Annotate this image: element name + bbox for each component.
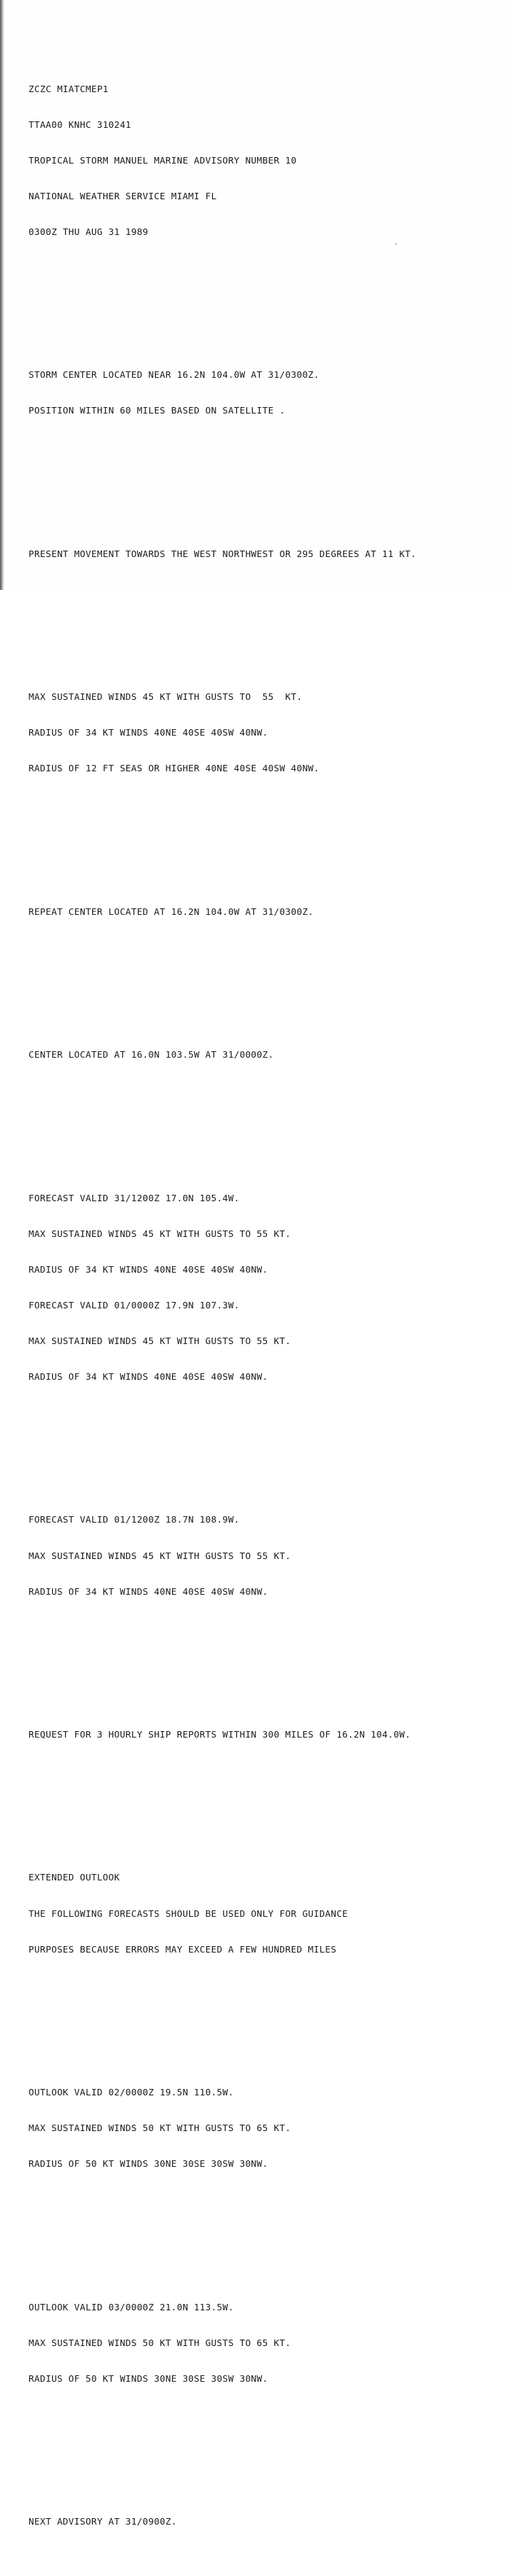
forecast-valid-line: FORECAST VALID 01/1200Z 18.7N 108.9W. [29, 1514, 240, 1525]
paragraph-gap [29, 286, 508, 298]
advisory-title-line: TROPICAL STORM MANUEL MARINE ADVISORY NUMBER 10 [29, 154, 297, 166]
outlook-winds-line: MAX SUSTAINED WINDS 50 KT WITH GUSTS TO 65 KT. [29, 2123, 291, 2134]
paragraph-gap [29, 2218, 508, 2230]
forecast-winds-line: MAX SUSTAINED WINDS 45 KT WITH GUSTS TO 55 KT. [29, 1550, 291, 1561]
previous-center-block [29, 1026, 508, 1086]
next-advisory-block [29, 2492, 508, 2552]
guidance-note-line: PURPOSES BECAUSE ERRORS MAY EXCEED A FEW HUNDRED MILES [29, 1943, 337, 1955]
ship-request-line: REQUEST FOR 3 HOURLY SHIP REPORTS WITHIN 300 MILES OF 16.2N 104.0W. [29, 1729, 411, 1740]
previous-center-line: CENTER LOCATED AT 16.0N 103.5W AT 31/0000Z. [29, 1049, 274, 1061]
marine-advisory-text [29, 24, 508, 2576]
paragraph-gap [29, 966, 508, 978]
forecast-valid-line: FORECAST VALID 01/0000Z 17.9N 107.3W. [29, 1299, 240, 1310]
forecast-winds-line: MAX SUSTAINED WINDS 45 KT WITH GUSTS TO 55 KT. [29, 1228, 291, 1239]
bulletin-id-line: TTAA00 KNHC 310241 [29, 119, 131, 130]
extended-outlook-block [29, 1848, 508, 1980]
outlook-radius-line: RADIUS OF 50 KT WINDS 30NE 30SE 30SW 30NW. [29, 2158, 268, 2170]
paragraph-gap [29, 1431, 508, 1443]
paragraph-gap [29, 465, 508, 477]
issue-time-line: 0300Z THU AUG 31 1989 [29, 226, 148, 237]
forecast-block-1 [29, 1168, 508, 1407]
paragraph-gap [29, 1789, 508, 1801]
next-advisory-line: NEXT ADVISORY AT 31/0900Z. [29, 2516, 177, 2527]
extended-outlook-heading: EXTENDED OUTLOOK [29, 1872, 120, 1883]
paragraph-gap [29, 823, 508, 835]
paragraph-gap [29, 1645, 508, 1658]
forecast-radius-line: RADIUS OF 34 KT WINDS 40NE 40SE 40SW 40NW. [29, 1263, 268, 1275]
paragraph-gap [29, 608, 508, 620]
repeat-center-line: REPEAT CENTER LOCATED AT 16.2N 104.0W AT 31/0300Z. [29, 906, 314, 917]
wind-radius-line: RADIUS OF 34 KT WINDS 40NE 40SE 40SW 40NW. [29, 727, 268, 738]
outlook-winds-line: MAX SUSTAINED WINDS 50 KT WITH GUSTS TO 65 KT. [29, 2337, 291, 2348]
forecast-radius-line: RADIUS OF 34 KT WINDS 40NE 40SE 40SW 40NW. [29, 1585, 268, 1597]
wmo-header-line: ZCZC MIATCMEP1 [29, 83, 109, 94]
movement-block [29, 524, 508, 584]
header-block [29, 59, 508, 262]
position-accuracy-line: POSITION WITHIN 60 MILES BASED ON SATELLITE . [29, 405, 286, 416]
guidance-note-line: THE FOLLOWING FORECASTS SHOULD BE USED ONLY FOR GUIDANCE [29, 1908, 348, 1919]
outlook-valid-line: OUTLOOK VALID 03/0000Z 21.0N 113.5W. [29, 2301, 234, 2312]
ship-request-block [29, 1705, 508, 1765]
repeat-center-block [29, 882, 508, 942]
forecast-valid-line: FORECAST VALID 31/1200Z 17.0N 105.4W. [29, 1192, 240, 1203]
storm-center-block [29, 346, 508, 441]
forecast-block-2 [29, 1490, 508, 1622]
issuing-office-line: NATIONAL WEATHER SERVICE MIAMI FL [29, 190, 217, 201]
paragraph-gap [29, 1109, 508, 1121]
outlook-block-1 [29, 2063, 508, 2195]
winds-block [29, 668, 508, 799]
paragraph-gap [29, 2003, 508, 2015]
outlook-radius-line: RADIUS OF 50 KT WINDS 30NE 30SE 30SW 30NW. [29, 2372, 268, 2384]
paragraph-gap [29, 2432, 508, 2445]
outlook-block-2 [29, 2277, 508, 2409]
present-movement-line: PRESENT MOVEMENT TOWARDS THE WEST NORTHWEST OR 295 DEGREES AT 11 KT. [29, 548, 417, 559]
forecast-winds-line: MAX SUSTAINED WINDS 45 KT WITH GUSTS TO 55 KT. [29, 1335, 291, 1346]
forecast-radius-line: RADIUS OF 34 KT WINDS 40NE 40SE 40SW 40NW. [29, 1371, 268, 1383]
storm-center-line: STORM CENTER LOCATED NEAR 16.2N 104.0W AT 31/0300Z. [29, 369, 320, 381]
outlook-valid-line: OUTLOOK VALID 02/0000Z 19.5N 110.5W. [29, 2087, 234, 2098]
max-winds-line: MAX SUSTAINED WINDS 45 KT WITH GUSTS TO 55 KT. [29, 691, 303, 703]
seas-radius-line: RADIUS OF 12 FT SEAS OR HIGHER 40NE 40SE 40SW 40NW. [29, 763, 320, 774]
page-edge-shadow [0, 0, 4, 590]
